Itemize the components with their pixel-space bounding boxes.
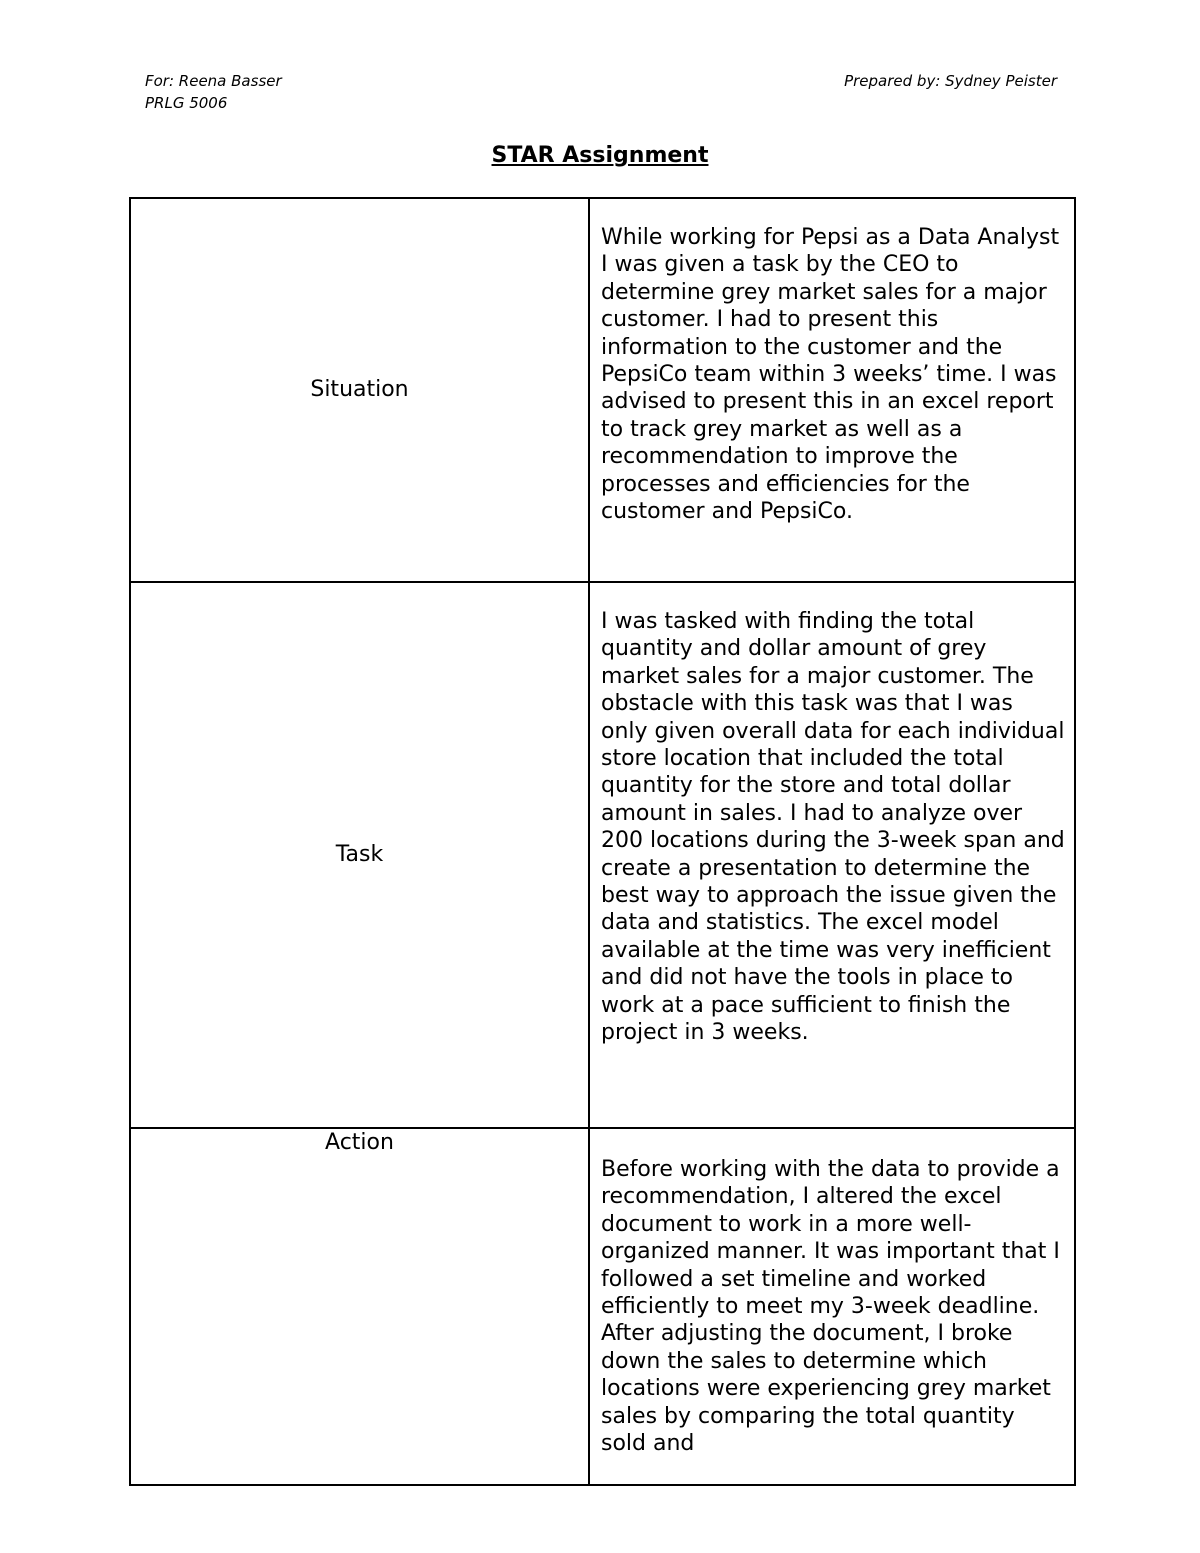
row-label: Action [130,1128,589,1485]
row-text: I was tasked with finding the total quantity and dollar amount of grey market sales for a major customer. The obstacle with this task was that I was only given overall data for each individual store location that included the total quantity for the store and total dollar amount in sales. I had to analyze over 200 locations during the 3-week span and create a presentation to determine the best way to approach the issue given the data and statistics. The excel model available at the time was very inefficient and did not have the tools in place to work at a pace sufficient to finish the project in 3 weeks. [589,582,1075,1128]
page-title: STAR Assignment [491,143,709,168]
row-label: Situation [130,198,589,582]
prepared-by: Prepared by: Sydney Peister [844,72,1057,90]
table-row-situation [130,198,1075,582]
row-text: While working for Pepsi as a Data Analyst I was given a task by the CEO to determine grey market sales for a major customer. I had to present this information to the customer and the PepsiCo team within 3 weeks’ time. I was advised to present this in an excel report to track grey market as well as a recommendation to improve the processes and efficiencies for the customer and PepsiCo. [589,198,1075,582]
row-label: Task [130,582,589,1128]
table-row-task [130,582,1075,1128]
header-left [145,70,282,114]
table-row-action [130,1128,1075,1485]
course-code: PRLG 5006 [145,94,228,112]
star-table [129,197,1076,1486]
for-line: For: Reena Basser [145,72,282,90]
row-text: Before working with the data to provide a recommendation, I altered the excel document to work in a more well-organized manner. It was important that I followed a set timeline and worked efficiently to meet my 3-week deadline. After adjusting the document, I broke down the sales to determine which locations were experiencing grey market sales by comparing the total quantity sold and [601,1157,1060,1455]
row-text-cell [589,1128,1075,1485]
